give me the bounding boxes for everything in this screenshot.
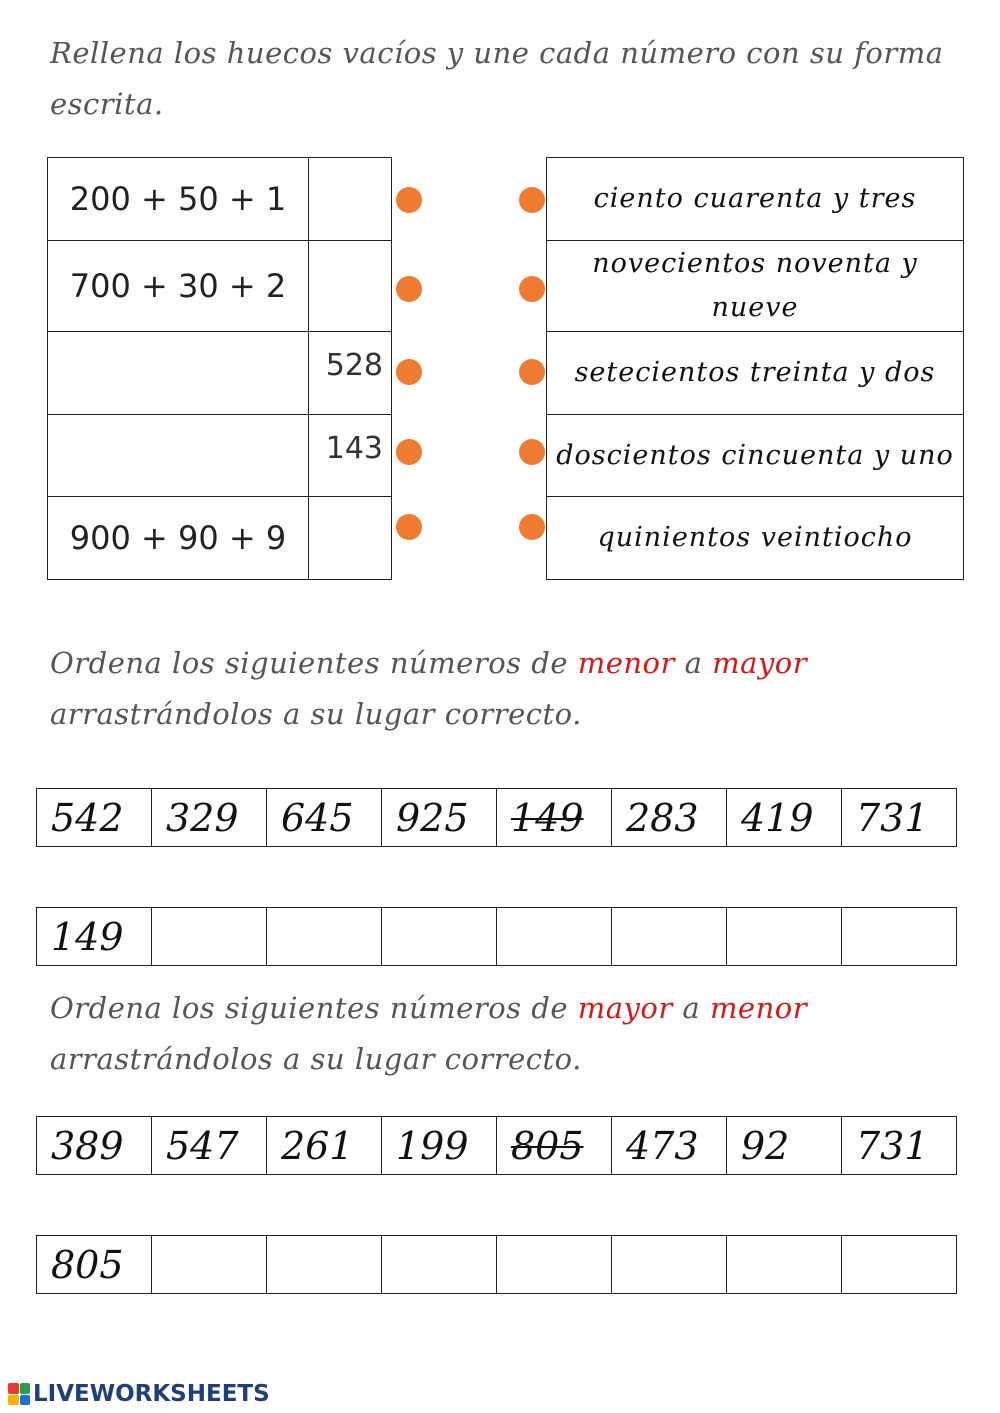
answer-input[interactable] [309, 241, 392, 332]
logo-text: LIVEWORKSHEETS [33, 1381, 270, 1407]
expression-input[interactable] [48, 415, 309, 497]
liveworksheets-logo[interactable] [8, 1381, 270, 1407]
written-form-cell: doscientos cincuenta y uno [547, 415, 964, 497]
draggable-number[interactable]: 645 [267, 789, 382, 847]
drop-slot[interactable] [842, 908, 957, 966]
drop-slot[interactable] [612, 908, 727, 966]
draggable-number[interactable]: 199 [382, 1117, 497, 1175]
instruction-suffix: arrastrándolos a su lugar correcto. [50, 1042, 582, 1076]
instruction-sort-ascending [50, 638, 950, 740]
drop-slot[interactable] [152, 908, 267, 966]
draggable-number[interactable]: 925 [382, 789, 497, 847]
draggable-number[interactable]: 731 [842, 789, 957, 847]
right-match-dot[interactable] [519, 276, 545, 302]
instruction-middle: a [672, 991, 710, 1025]
right-match-dot[interactable] [519, 514, 545, 540]
instruction-prefix: Ordena los siguientes números de [50, 991, 578, 1025]
sort2-source-row [36, 1116, 957, 1175]
drop-slot[interactable] [382, 908, 497, 966]
answer-cell: 528 [309, 332, 392, 415]
drop-slot[interactable] [727, 1236, 842, 1294]
highlight-word: mayor [712, 646, 808, 680]
instruction-middle: a [674, 646, 713, 680]
expression-input[interactable] [48, 332, 309, 415]
draggable-number[interactable]: 329 [152, 789, 267, 847]
drop-slot[interactable] [382, 1236, 497, 1294]
sort1-source-row [36, 788, 957, 847]
highlight-word: mayor [577, 991, 673, 1025]
answer-cell: 143 [309, 415, 392, 497]
left-match-dot[interactable] [396, 514, 422, 540]
drop-slot[interactable] [612, 1236, 727, 1294]
left-match-dot[interactable] [396, 359, 422, 385]
highlight-word: menor [709, 991, 808, 1025]
written-form-cell: quinientos veintiocho [547, 497, 964, 580]
written-form-cell: ciento cuarenta y tres [547, 158, 964, 241]
expression-cell: 200 + 50 + 1 [48, 158, 309, 241]
sort1-answer-row [36, 907, 957, 966]
draggable-number[interactable]: 473 [612, 1117, 727, 1175]
drop-slot[interactable] [152, 1236, 267, 1294]
drop-slot[interactable] [267, 1236, 382, 1294]
right-match-dot[interactable] [519, 359, 545, 385]
draggable-number[interactable]: 92 [727, 1117, 842, 1175]
drop-slot[interactable]: 805 [37, 1236, 152, 1294]
answer-input[interactable] [309, 497, 392, 580]
written-forms-table [546, 157, 964, 580]
instruction-suffix: arrastrándolos a su lugar correcto. [50, 697, 582, 731]
drop-slot[interactable]: 149 [37, 908, 152, 966]
expressions-table [47, 157, 392, 580]
drop-slot[interactable] [842, 1236, 957, 1294]
liveworksheets-logo-icon [8, 1383, 30, 1405]
expression-cell: 700 + 30 + 2 [48, 241, 309, 332]
answer-input[interactable] [309, 158, 392, 241]
draggable-number[interactable]: 542 [37, 789, 152, 847]
draggable-number[interactable]: 731 [842, 1117, 957, 1175]
draggable-number[interactable]: 389 [37, 1117, 152, 1175]
right-match-dot[interactable] [519, 187, 545, 213]
left-match-dot[interactable] [396, 187, 422, 213]
left-match-dot[interactable] [396, 439, 422, 465]
draggable-number[interactable]: 547 [152, 1117, 267, 1175]
drop-slot[interactable] [497, 908, 612, 966]
highlight-word: menor [577, 646, 675, 680]
written-form-cell: setecientos treinta y dos [547, 332, 964, 415]
draggable-number[interactable]: 261 [267, 1117, 382, 1175]
instruction-sort-descending [50, 983, 950, 1085]
drop-slot[interactable] [497, 1236, 612, 1294]
draggable-number[interactable]: 419 [727, 789, 842, 847]
used-number: 805 [497, 1117, 612, 1175]
draggable-number[interactable]: 283 [612, 789, 727, 847]
written-form-cell: novecientos noventa y nueve [547, 241, 964, 332]
left-match-dot[interactable] [396, 276, 422, 302]
drop-slot[interactable] [727, 908, 842, 966]
used-number: 149 [497, 789, 612, 847]
instruction-fill-match: Rellena los huecos vacíos y une cada número con su forma escrita. [50, 36, 944, 121]
right-match-dot[interactable] [519, 439, 545, 465]
drop-slot[interactable] [267, 908, 382, 966]
sort2-answer-row [36, 1235, 957, 1294]
expression-cell: 900 + 90 + 9 [48, 497, 309, 580]
instruction-prefix: Ordena los siguientes números de [50, 646, 578, 680]
